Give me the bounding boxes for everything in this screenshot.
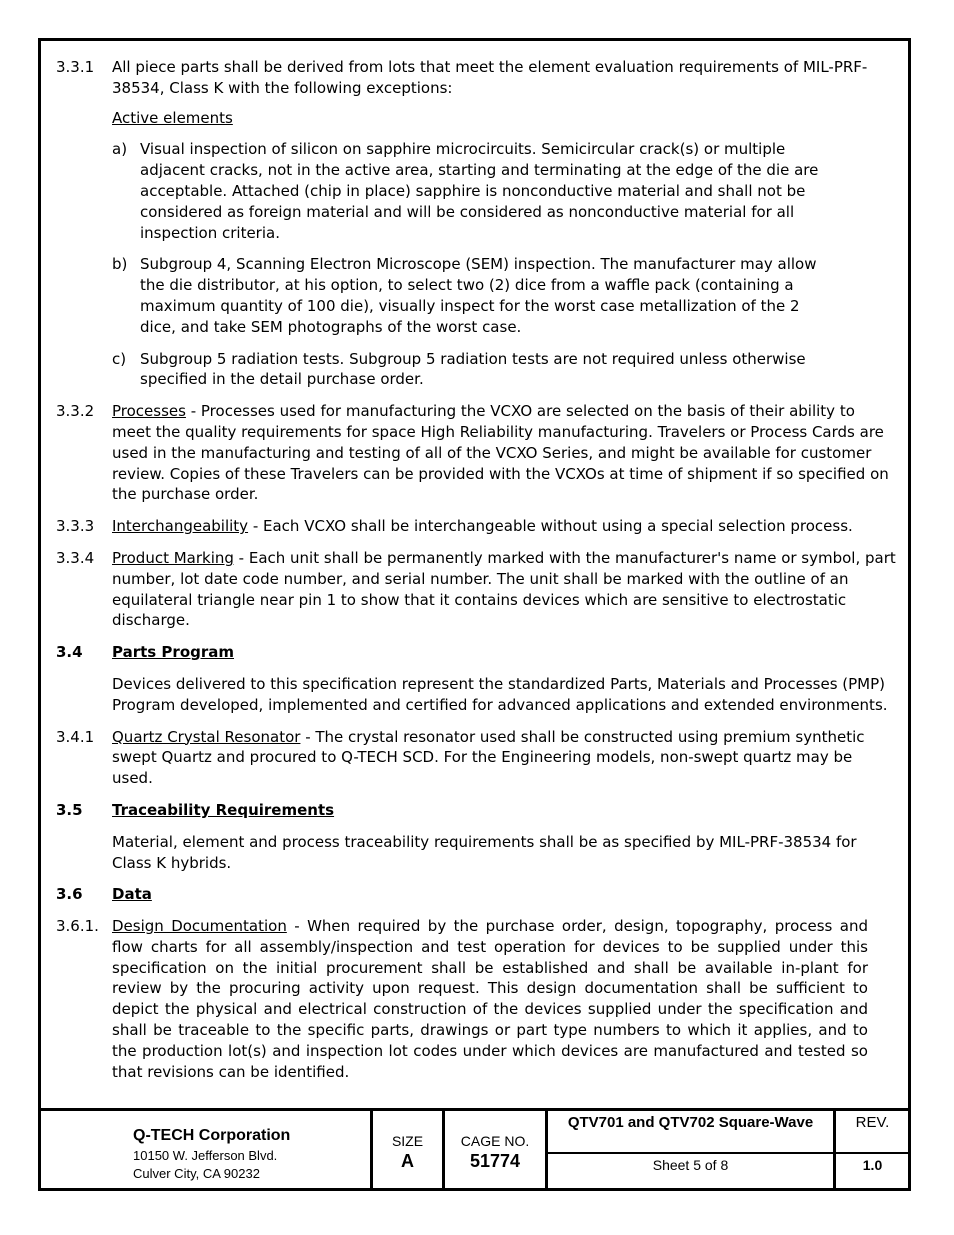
section-title: Data <box>112 885 152 904</box>
section-3-5-text: Material, element and process traceability requirements shall be as specified by MIL-PRF-38534 for Class K hybrids. <box>112 832 857 872</box>
list-label: a) <box>112 140 128 159</box>
section-3-4-text: Devices delivered to this specification represent the standardized Parts, Materials and Processes (PMP) Program developed, implemented and certified for advanced applications and extended environments. <box>112 674 888 714</box>
section-number: 3.3.3 <box>56 517 95 536</box>
section-title: Processes <box>112 402 186 421</box>
list-item <box>56 139 830 243</box>
list-text: Visual inspection of silicon on sapphire microcircuits. Semicircular crack(s) or multiple adjacent cracks, not in the active area, starting and terminating at the edge of the die are acceptable. Attached (chip in place) sapphire is nonconductive material and shall not be considered as foreign material and will be considered as nonconductive material for all inspection criteria. <box>140 140 819 242</box>
list-text: Subgroup 4, Scanning Electron Microscope (SEM) inspection. The manufacturer may allow the die distributor, at his option, to select two (2) dice from a waffle pack (containing a maximum quantity of 100 die), visually inspect for the worst case metallization of the 2 dice, and take SEM photographs of the worst case. <box>140 255 817 336</box>
subheading-active-elements: Active elements <box>112 108 233 127</box>
size-cell <box>373 1111 445 1189</box>
product-title: QTV701 and QTV702 Square-Wave <box>567 1114 814 1131</box>
section-text: - Each unit shall be permanently marked with the manufacturer's name or symbol, part number, lot date code number, and serial number. The unit shall be marked with the outline of an equilateral triangle near pin 1 to show that it contains devices which are sensitive to electrostatic discharge. <box>112 548 896 630</box>
section-3-3-2 <box>56 401 896 505</box>
list-item <box>56 254 830 337</box>
section-number: 3.3.2 <box>56 402 95 421</box>
section-3-3-1 <box>56 57 896 99</box>
section-number: 3.4 <box>56 643 83 662</box>
list-item <box>56 349 830 391</box>
cage-cell <box>445 1111 548 1189</box>
section-3-5-heading <box>56 800 896 821</box>
section-number: 3.3.1 <box>56 58 95 76</box>
section-number: 3.6 <box>56 885 83 904</box>
company-address-line1: 10150 W. Jefferson Blvd. <box>133 1148 278 1163</box>
title-cell <box>548 1111 836 1189</box>
section-title: Traceability Requirements <box>112 800 335 819</box>
section-title: Interchangeability <box>112 517 249 536</box>
section-text: - Processes used for manufacturing the VCXO are selected on the basis of their ability to meet the quality requirements for space High Reliability manufacturing. Travelers or Process Cards are used in the manufacturing and testing of all of the VCXO Series, and might be available for customer review. Copies of these Travelers can be provided with the VCXOs at time of shipment if so specified on the purchase order. <box>112 402 889 504</box>
section-number: 3.4.1 <box>56 727 95 746</box>
section-3-4-1 <box>56 727 896 789</box>
list-label: c) <box>112 349 127 368</box>
size-label: SIZE <box>391 1133 424 1149</box>
section-text: - Each VCXO shall be interchangeable without using a special selection process. <box>248 517 853 536</box>
rev-cell <box>836 1111 909 1189</box>
section-text: All piece parts shall be derived from lots that meet the element evaluation requirements of MIL-PRF-38534, Class K with the following exceptions: <box>112 58 868 97</box>
divider <box>548 1152 833 1154</box>
section-number: 3.6.1. <box>56 917 99 936</box>
company-name: Q-TECH Corporation <box>133 1127 291 1144</box>
section-3-3-3 <box>56 516 896 537</box>
list-text: Subgroup 5 radiation tests. Subgroup 5 radiation tests are not required unless otherwise specified in the detail purchase order. <box>140 349 806 389</box>
section-title: Parts Program <box>112 643 235 662</box>
section-number: 3.3.4 <box>56 548 95 567</box>
section-text: - The crystal resonator used shall be constructed using premium synthetic swept Quartz and procured to Q-TECH SCD. For the Engineering models, non-swept quartz may be used. <box>112 727 865 788</box>
section-title: Design Documentation <box>112 917 287 936</box>
rev-value: 1.0 <box>862 1157 883 1173</box>
section-3-4-heading <box>56 642 896 663</box>
section-3-6-1 <box>56 916 868 1082</box>
cage-label: CAGE NO. <box>460 1133 530 1149</box>
company-address-line2: Culver City, CA 90232 <box>133 1166 260 1181</box>
title-block <box>41 1108 909 1189</box>
company-cell <box>41 1111 373 1189</box>
section-text: - When required by the purchase order, design, topography, process and flow charts for all assembly/inspection and test operation for devices to be supplied under this specification on the initial procurement shall be established and shall be available in-plant for review by the procuring activity upon request. This design documentation shall be sufficient to depict the physical and electrical construction of the devices supplied under the specification and shall be traceable to the specific parts, drawings or part type numbers to which it applies, and to the production lot(s) and inspection lot codes under which devices are manufactured and tested so that revisions can be identified. <box>112 917 868 1081</box>
section-title: Quartz Crystal Resonator <box>112 727 301 746</box>
size-value: A <box>401 1151 414 1171</box>
section-3-3-4 <box>56 548 896 631</box>
sheet-number: Sheet 5 of 8 <box>652 1157 729 1173</box>
document-body <box>56 57 896 1093</box>
divider <box>836 1152 909 1154</box>
section-number: 3.5 <box>56 800 83 819</box>
cage-value: 51774 <box>469 1151 521 1171</box>
rev-label: REV. <box>855 1114 890 1131</box>
section-title: Product Marking <box>112 548 234 567</box>
section-3-6-heading <box>56 884 896 905</box>
list-label: b) <box>112 255 128 274</box>
